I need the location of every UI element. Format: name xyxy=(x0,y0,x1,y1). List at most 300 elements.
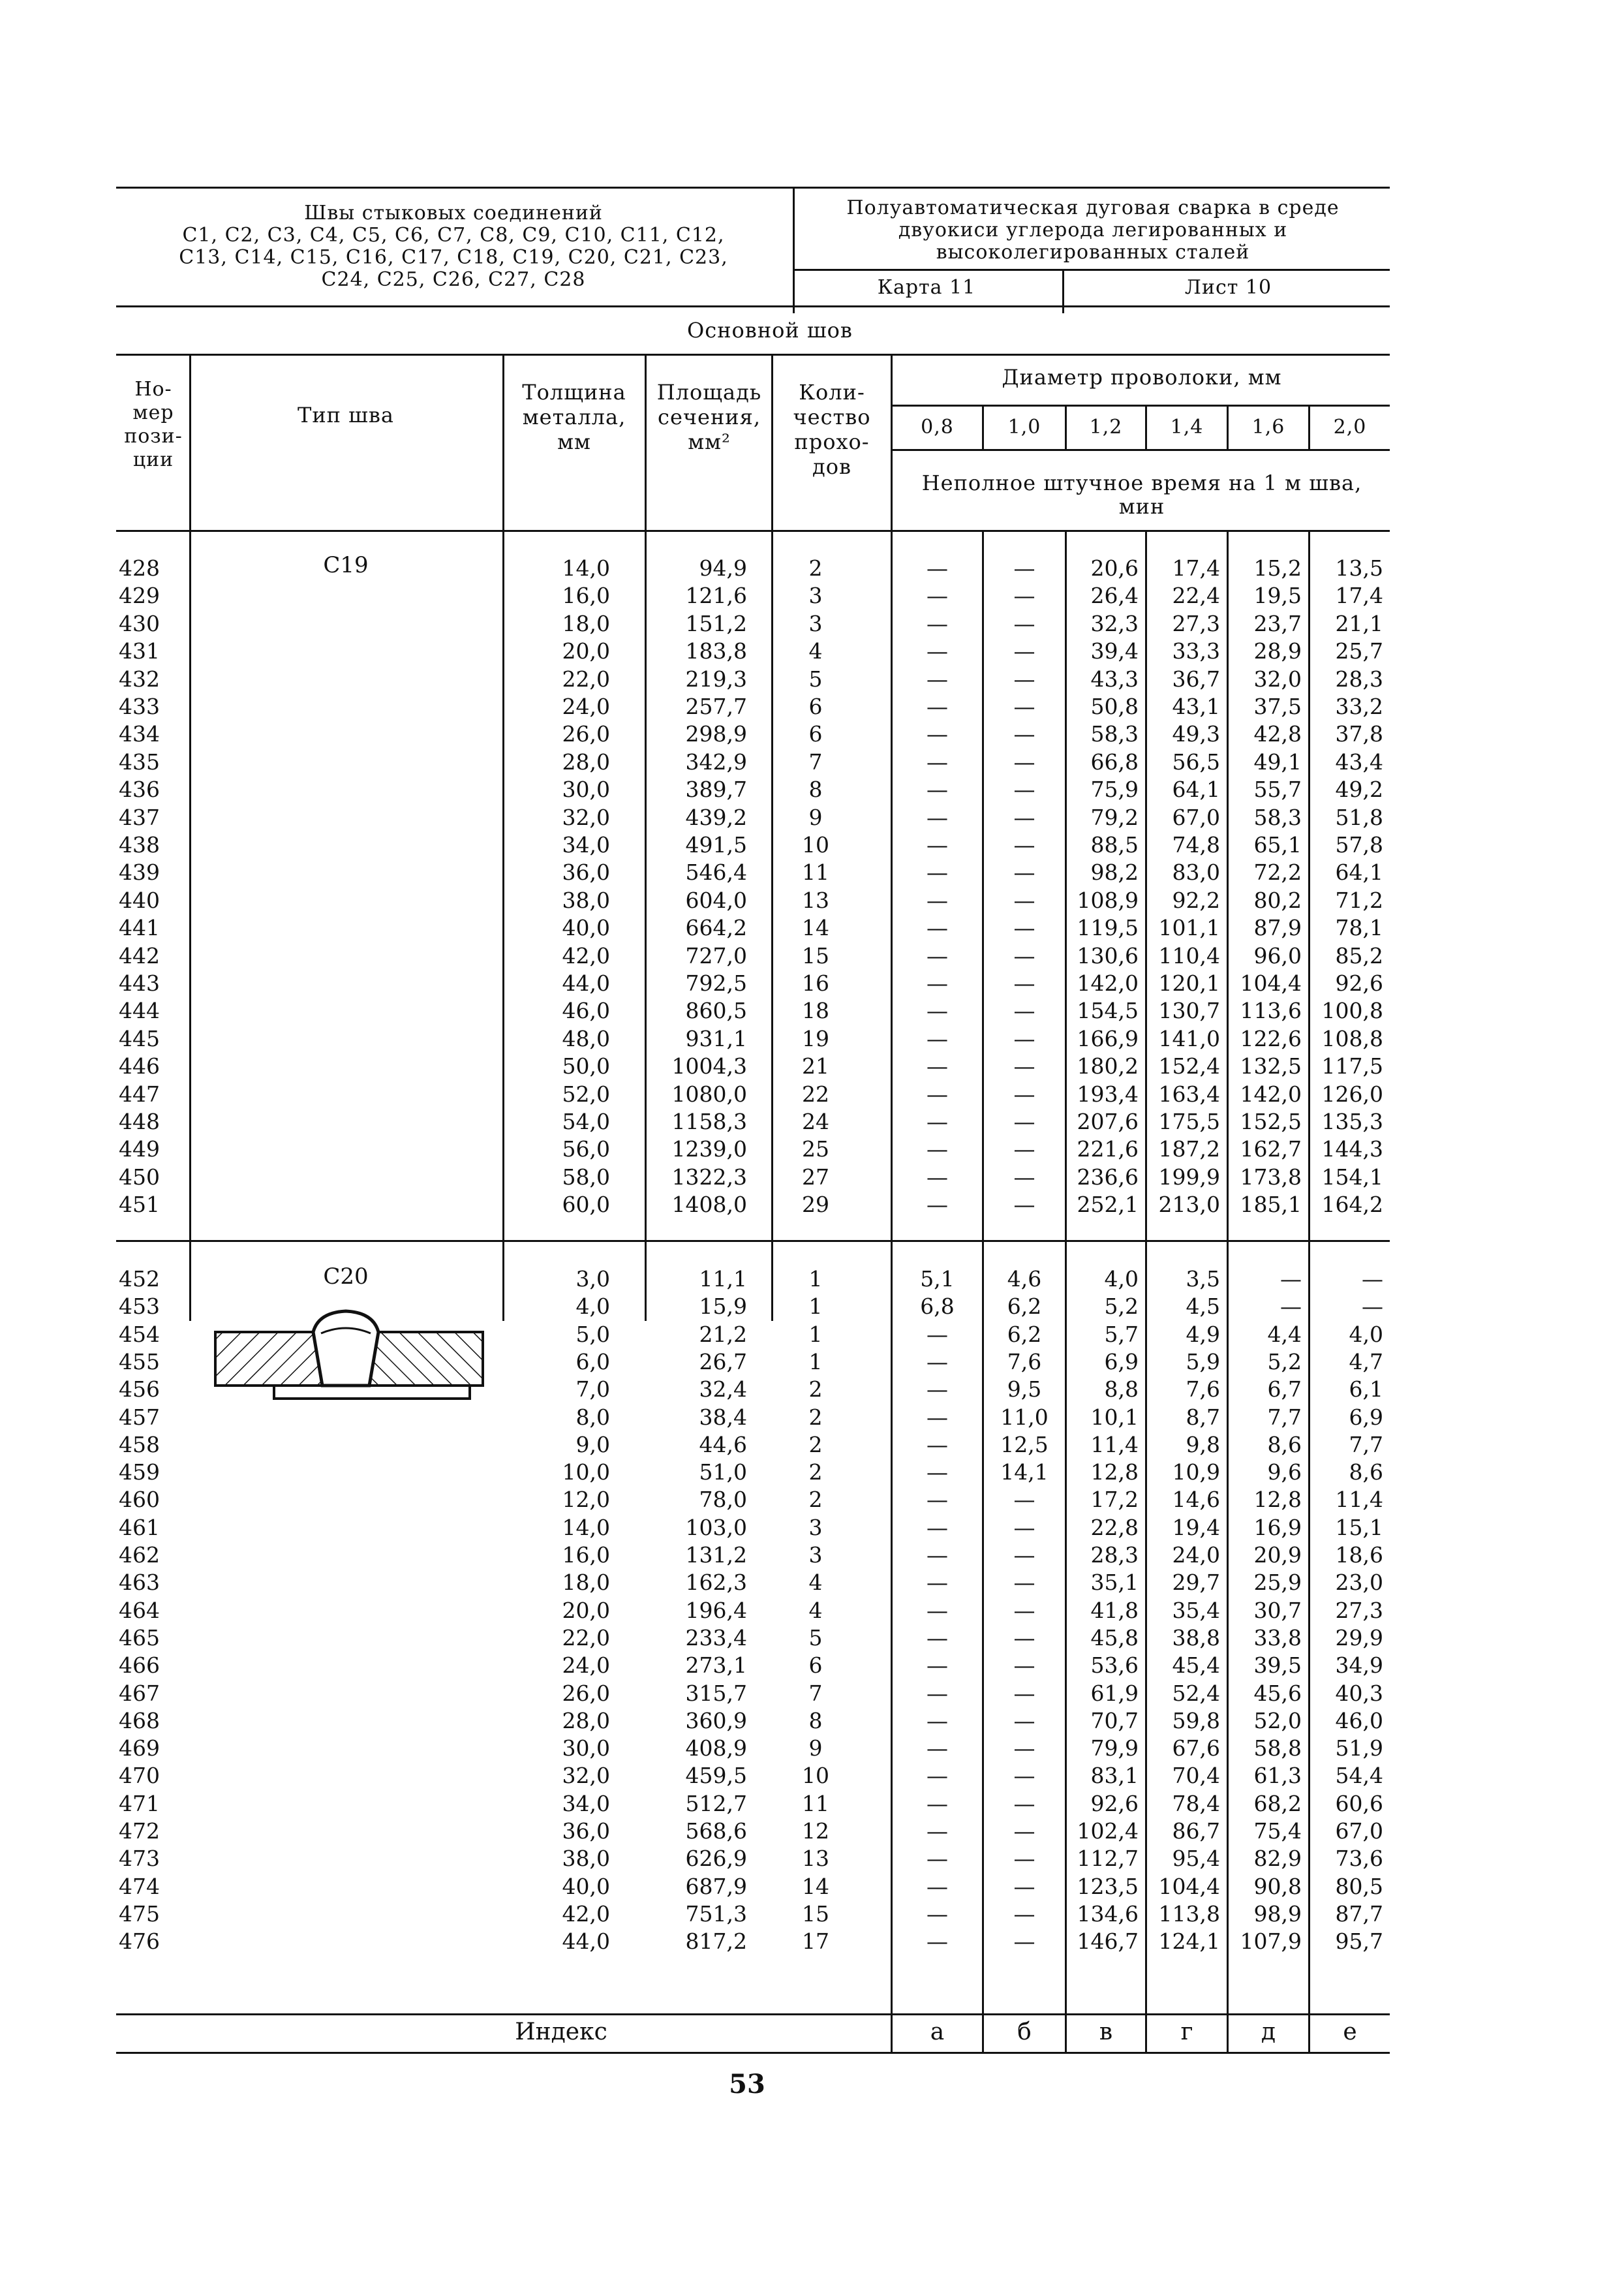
cell-d20: 27,3 xyxy=(1335,1597,1383,1623)
cell-area: 931,1 xyxy=(685,1025,747,1051)
cell-d10: 9,5 xyxy=(1007,1376,1042,1403)
cell-d20: 37,8 xyxy=(1335,721,1383,747)
index-a: а xyxy=(930,2019,945,2045)
cell-d10: — xyxy=(1013,583,1035,609)
cell-d10: 7,6 xyxy=(1007,1348,1042,1374)
cell-area: 44,6 xyxy=(699,1431,747,1457)
cell-thickness: 38,0 xyxy=(562,1846,610,1872)
cell-position: 459 xyxy=(119,1459,160,1485)
cell-d12: 4,0 xyxy=(1104,1266,1139,1292)
cell-d14: 14,6 xyxy=(1172,1487,1220,1513)
cell-d12: 207,6 xyxy=(1077,1109,1139,1134)
cell-d16: 96,0 xyxy=(1253,942,1302,969)
cell-d20: 80,5 xyxy=(1335,1873,1383,1899)
cell-d20: — xyxy=(1362,1294,1383,1320)
cell-position: 442 xyxy=(119,942,160,969)
cell-d08: — xyxy=(927,1053,948,1079)
cell-d08: — xyxy=(927,1680,948,1706)
cell-d16: 32,0 xyxy=(1253,666,1302,692)
cell-d08: — xyxy=(927,749,948,775)
cell-passes: 1 xyxy=(808,1294,823,1320)
cell-d16: 72,2 xyxy=(1253,860,1302,886)
cell-position: 454 xyxy=(119,1321,160,1347)
cell-d12: 123,5 xyxy=(1077,1873,1139,1899)
cell-d12: 180,2 xyxy=(1077,1053,1139,1079)
index-top-rule xyxy=(116,2013,1390,2015)
cell-d08: — xyxy=(927,970,948,996)
cell-passes: 10 xyxy=(802,832,829,858)
col-area-l3: мм² xyxy=(688,429,731,454)
cell-d20: 15,1 xyxy=(1335,1514,1383,1540)
cell-position: 460 xyxy=(119,1487,160,1513)
cell-passes: 11 xyxy=(802,1790,829,1816)
cell-area: 604,0 xyxy=(685,887,747,913)
cell-thickness: 20,0 xyxy=(562,638,610,664)
cell-d12: 108,9 xyxy=(1077,887,1139,913)
cell-d10: — xyxy=(1013,1136,1035,1162)
cell-d14: 5,9 xyxy=(1186,1348,1220,1374)
cell-position: 475 xyxy=(119,1900,160,1927)
cell-d14: 7,6 xyxy=(1186,1376,1220,1403)
cell-d16: 42,8 xyxy=(1253,721,1302,747)
cell-d12: 154,5 xyxy=(1077,998,1139,1024)
cell-d14: 67,0 xyxy=(1172,804,1220,830)
cell-thickness: 10,0 xyxy=(562,1459,610,1485)
cell-d14: 110,4 xyxy=(1158,942,1220,969)
header-left-line-1: Швы стыковых соединений xyxy=(304,202,603,225)
cell-d16: 33,8 xyxy=(1253,1624,1302,1651)
cell-passes: 2 xyxy=(808,1487,823,1513)
cell-thickness: 42,0 xyxy=(562,942,610,969)
cell-d16: 107,9 xyxy=(1240,1929,1302,1955)
cell-d14: 38,8 xyxy=(1172,1624,1220,1651)
cell-d08: — xyxy=(927,1109,948,1134)
cell-d20: 25,7 xyxy=(1335,638,1383,664)
cell-thickness: 14,0 xyxy=(562,555,610,581)
cell-d16: 28,9 xyxy=(1253,638,1302,664)
cell-d20: 51,9 xyxy=(1335,1735,1383,1761)
cell-d08: — xyxy=(927,1570,948,1596)
cell-d08: — xyxy=(927,1321,948,1347)
cell-d08: — xyxy=(927,666,948,692)
cell-d20: 95,7 xyxy=(1335,1929,1383,1955)
index-v: в xyxy=(1099,2019,1113,2045)
cell-thickness: 12,0 xyxy=(562,1487,610,1513)
cell-area: 151,2 xyxy=(685,610,747,636)
cell-d20: 8,6 xyxy=(1349,1459,1383,1485)
cell-area: 1408,0 xyxy=(671,1192,747,1218)
cell-d20: 23,0 xyxy=(1335,1570,1383,1596)
cell-d14: 113,8 xyxy=(1158,1900,1220,1927)
cell-d12: 10,1 xyxy=(1090,1404,1139,1430)
cell-passes: 27 xyxy=(802,1164,829,1190)
cell-d20: 43,4 xyxy=(1335,749,1383,775)
cell-passes: 1 xyxy=(808,1348,823,1374)
cell-d16: 45,6 xyxy=(1253,1680,1302,1706)
cell-area: 51,0 xyxy=(699,1459,747,1485)
cell-thickness: 16,0 xyxy=(562,583,610,609)
cell-d08: — xyxy=(927,555,948,581)
cell-thickness: 20,0 xyxy=(562,1597,610,1623)
cell-thickness: 9,0 xyxy=(575,1431,610,1457)
cell-d14: 59,8 xyxy=(1172,1707,1220,1733)
cell-d12: 35,1 xyxy=(1090,1570,1139,1596)
cell-d14: 49,3 xyxy=(1172,721,1220,747)
cell-d16: 113,6 xyxy=(1240,998,1302,1024)
cell-d12: 70,7 xyxy=(1090,1707,1139,1733)
cell-d16: 7,7 xyxy=(1267,1404,1302,1430)
cell-area: 162,3 xyxy=(685,1570,747,1596)
table-header-bottom-rule xyxy=(116,530,1390,532)
cell-d12: 43,3 xyxy=(1090,666,1139,692)
cell-passes: 8 xyxy=(808,777,823,803)
cell-position: 447 xyxy=(119,1081,160,1107)
cell-area: 94,9 xyxy=(699,555,747,581)
cell-position: 469 xyxy=(119,1735,160,1761)
cell-d16: 52,0 xyxy=(1253,1707,1302,1733)
cell-d20: 4,0 xyxy=(1349,1321,1383,1347)
cell-thickness: 52,0 xyxy=(562,1081,610,1107)
cell-d12: 134,6 xyxy=(1077,1900,1139,1927)
cell-passes: 14 xyxy=(802,915,829,941)
cell-d10: — xyxy=(1013,1597,1035,1623)
cell-passes: 14 xyxy=(802,1873,829,1899)
cell-area: 512,7 xyxy=(685,1790,747,1816)
cell-position: 467 xyxy=(119,1680,160,1706)
cell-passes: 15 xyxy=(802,942,829,969)
cell-d08: — xyxy=(927,942,948,969)
cell-d20: 78,1 xyxy=(1335,915,1383,941)
cell-d20: 100,8 xyxy=(1321,998,1383,1024)
cell-d08: — xyxy=(927,1597,948,1623)
cell-passes: 1 xyxy=(808,1266,823,1292)
cell-d20: 87,7 xyxy=(1335,1900,1383,1927)
cell-position: 453 xyxy=(119,1294,160,1320)
cell-thickness: 24,0 xyxy=(562,694,610,719)
cell-d14: 19,4 xyxy=(1172,1514,1220,1540)
cell-d14: 45,4 xyxy=(1172,1652,1220,1679)
cell-position: 440 xyxy=(119,887,160,913)
cell-d08: — xyxy=(927,777,948,803)
cell-d16: 152,5 xyxy=(1240,1109,1302,1134)
cell-d10: — xyxy=(1013,1081,1035,1107)
cell-passes: 24 xyxy=(802,1109,829,1134)
cell-d14: 10,9 xyxy=(1172,1459,1220,1485)
cell-d14: 74,8 xyxy=(1172,832,1220,858)
cell-area: 439,2 xyxy=(685,804,747,830)
cell-thickness: 50,0 xyxy=(562,1053,610,1079)
cell-d16: 75,4 xyxy=(1253,1818,1302,1844)
cell-passes: 6 xyxy=(808,694,823,719)
cell-d12: 221,6 xyxy=(1077,1136,1139,1162)
cell-d20: 54,4 xyxy=(1335,1763,1383,1789)
cell-area: 491,5 xyxy=(685,832,747,858)
cell-d14: 56,5 xyxy=(1172,749,1220,775)
cell-d10: — xyxy=(1013,1570,1035,1596)
cell-d12: 5,7 xyxy=(1104,1321,1139,1347)
cell-passes: 4 xyxy=(808,638,823,664)
cell-d16: 12,8 xyxy=(1253,1487,1302,1513)
page-number: 53 xyxy=(729,2069,765,2100)
cell-area: 298,9 xyxy=(685,721,747,747)
col-passes-l2: чество xyxy=(793,405,871,429)
cell-thickness: 54,0 xyxy=(562,1109,610,1134)
cell-thickness: 32,0 xyxy=(562,804,610,830)
cell-d14: 36,7 xyxy=(1172,666,1220,692)
cell-d12: 112,7 xyxy=(1077,1846,1139,1872)
cell-d10: — xyxy=(1013,1846,1035,1872)
cell-passes: 7 xyxy=(808,1680,823,1706)
cell-position: 443 xyxy=(119,970,160,996)
col-d4: 1,4 xyxy=(1170,416,1204,439)
cell-thickness: 18,0 xyxy=(562,610,610,636)
col-d6: 2,0 xyxy=(1333,416,1367,439)
cell-thickness: 58,0 xyxy=(562,1164,610,1190)
cell-d14: 213,0 xyxy=(1158,1192,1220,1218)
cell-d20: 40,3 xyxy=(1335,1680,1383,1706)
cell-passes: 2 xyxy=(808,555,823,581)
cell-position: 462 xyxy=(119,1542,160,1568)
cell-position: 470 xyxy=(119,1763,160,1789)
cell-d20: 4,7 xyxy=(1349,1348,1383,1374)
diameter-values-rule xyxy=(891,449,1390,451)
header-right-line-1: Полуавтоматическая дуговая сварка в среде xyxy=(846,196,1340,219)
cell-d12: 5,2 xyxy=(1104,1294,1139,1320)
cell-area: 860,5 xyxy=(685,998,747,1024)
cell-d14: 187,2 xyxy=(1158,1136,1220,1162)
group2-seam-type: C20 xyxy=(323,1263,369,1290)
cell-d08: — xyxy=(927,1707,948,1733)
cell-d14: 9,8 xyxy=(1186,1431,1220,1457)
cell-d20: 18,6 xyxy=(1335,1542,1383,1568)
cell-thickness: 30,0 xyxy=(562,777,610,803)
cell-d12: 61,9 xyxy=(1090,1680,1139,1706)
cell-d14: 199,9 xyxy=(1158,1164,1220,1190)
cell-d20: 144,3 xyxy=(1321,1136,1383,1162)
cell-d20: 73,6 xyxy=(1335,1846,1383,1872)
cell-area: 389,7 xyxy=(685,777,747,803)
cell-d08: — xyxy=(927,915,948,941)
cell-position: 430 xyxy=(119,610,160,636)
cell-d16: 4,4 xyxy=(1267,1321,1302,1347)
cell-position: 455 xyxy=(119,1348,160,1374)
cell-d10: — xyxy=(1013,777,1035,803)
cell-d08: — xyxy=(927,1542,948,1568)
cell-d12: 142,0 xyxy=(1077,970,1139,996)
cell-d12: 50,8 xyxy=(1090,694,1139,719)
cell-area: 342,9 xyxy=(685,749,747,775)
cell-d08: — xyxy=(927,721,948,747)
cell-d10: — xyxy=(1013,1929,1035,1955)
cell-position: 438 xyxy=(119,832,160,858)
cell-position: 466 xyxy=(119,1652,160,1679)
cell-d10: 12,5 xyxy=(1000,1431,1049,1457)
col-passes-l1: Коли- xyxy=(799,380,865,405)
cell-d08: — xyxy=(927,1192,948,1218)
cell-thickness: 26,0 xyxy=(562,721,610,747)
cell-passes: 18 xyxy=(802,998,829,1024)
cell-passes: 2 xyxy=(808,1376,823,1403)
cell-thickness: 22,0 xyxy=(562,1624,610,1651)
cell-position: 446 xyxy=(119,1053,160,1079)
cell-thickness: 44,0 xyxy=(562,1929,610,1955)
cell-d14: 92,2 xyxy=(1172,887,1220,913)
cell-d14: 152,4 xyxy=(1158,1053,1220,1079)
cell-d10: — xyxy=(1013,1487,1035,1513)
cell-thickness: 36,0 xyxy=(562,860,610,886)
cell-thickness: 30,0 xyxy=(562,1735,610,1761)
cell-thickness: 56,0 xyxy=(562,1136,610,1162)
cell-passes: 5 xyxy=(808,666,823,692)
cell-d20: 29,9 xyxy=(1335,1624,1383,1651)
cell-thickness: 38,0 xyxy=(562,887,610,913)
cell-passes: 3 xyxy=(808,610,823,636)
cell-thickness: 16,0 xyxy=(562,1542,610,1568)
cell-area: 1080,0 xyxy=(671,1081,747,1107)
cell-d08: — xyxy=(927,1763,948,1789)
cell-passes: 11 xyxy=(802,860,829,886)
cell-d10: — xyxy=(1013,1763,1035,1789)
cell-d10: — xyxy=(1013,998,1035,1024)
col-d3: 1,2 xyxy=(1089,416,1123,439)
cell-d20: 64,1 xyxy=(1335,860,1383,886)
cell-d14: 78,4 xyxy=(1172,1790,1220,1816)
cell-d10: — xyxy=(1013,1192,1035,1218)
cell-passes: 21 xyxy=(802,1053,829,1079)
cell-d14: 64,1 xyxy=(1172,777,1220,803)
cell-d14: 175,5 xyxy=(1158,1109,1220,1134)
cell-area: 11,1 xyxy=(699,1266,747,1292)
cell-d20: 126,0 xyxy=(1321,1081,1383,1107)
cell-d12: 75,9 xyxy=(1090,777,1139,803)
cell-d12: 58,3 xyxy=(1090,721,1139,747)
cell-d12: 66,8 xyxy=(1090,749,1139,775)
cell-position: 457 xyxy=(119,1404,160,1430)
cell-d16: 104,4 xyxy=(1240,970,1302,996)
cell-d10: — xyxy=(1013,1514,1035,1540)
cell-area: 219,3 xyxy=(685,666,747,692)
cell-position: 439 xyxy=(119,860,160,886)
cell-d16: 5,2 xyxy=(1267,1348,1302,1374)
sheet-number: Лист 10 xyxy=(1184,276,1272,299)
header-left-line-3: C13, C14, C15, C16, C17, C18, C19, C20, C21, C23, xyxy=(179,246,728,269)
header-top-rule xyxy=(116,187,1390,189)
cell-d12: 45,8 xyxy=(1090,1624,1139,1651)
header-left-line-2: C1, C2, C3, C4, C5, C6, C7, C8, C9, C10, C11, C12, xyxy=(182,224,725,247)
cell-d20: 17,4 xyxy=(1335,583,1383,609)
cell-thickness: 24,0 xyxy=(562,1652,610,1679)
cell-d16: 16,9 xyxy=(1253,1514,1302,1540)
cell-d08: — xyxy=(927,1025,948,1051)
cell-passes: 12 xyxy=(802,1818,829,1844)
cell-d10: 4,6 xyxy=(1007,1266,1042,1292)
cell-position: 445 xyxy=(119,1025,160,1051)
cell-area: 183,8 xyxy=(685,638,747,664)
header-bottom-rule xyxy=(116,305,1390,307)
cell-d16: 6,7 xyxy=(1267,1376,1302,1403)
cell-d20: 33,2 xyxy=(1335,694,1383,719)
cell-d16: 30,7 xyxy=(1253,1597,1302,1623)
cell-d10: 14,1 xyxy=(1000,1459,1049,1485)
cell-d14: 29,7 xyxy=(1172,1570,1220,1596)
cell-thickness: 18,0 xyxy=(562,1570,610,1596)
cell-d14: 83,0 xyxy=(1172,860,1220,886)
cell-d12: 102,4 xyxy=(1077,1818,1139,1844)
cell-d08: — xyxy=(927,1348,948,1374)
cell-passes: 3 xyxy=(808,1542,823,1568)
cell-position: 428 xyxy=(119,555,160,581)
cell-d12: 92,6 xyxy=(1090,1790,1139,1816)
cell-d16: 132,5 xyxy=(1240,1053,1302,1079)
cell-d20: 34,9 xyxy=(1335,1652,1383,1679)
cell-d10: — xyxy=(1013,942,1035,969)
cell-area: 626,9 xyxy=(685,1846,747,1872)
cell-d14: 141,0 xyxy=(1158,1025,1220,1051)
cell-d12: 39,4 xyxy=(1090,638,1139,664)
cell-position: 429 xyxy=(119,583,160,609)
cell-d14: 70,4 xyxy=(1172,1763,1220,1789)
cell-d20: 51,8 xyxy=(1335,804,1383,830)
cell-area: 196,4 xyxy=(685,1597,747,1623)
cell-area: 38,4 xyxy=(699,1404,747,1430)
cell-d10: — xyxy=(1013,1818,1035,1844)
cell-d12: 53,6 xyxy=(1090,1652,1139,1679)
cell-area: 817,2 xyxy=(685,1929,747,1955)
cell-d12: 41,8 xyxy=(1090,1597,1139,1623)
cell-position: 436 xyxy=(119,777,160,803)
cell-d08: — xyxy=(927,860,948,886)
cell-d14: 8,7 xyxy=(1186,1404,1220,1430)
cell-area: 21,2 xyxy=(699,1321,747,1347)
col-seam-type: Тип шва xyxy=(297,403,394,427)
cell-d08: — xyxy=(927,1514,948,1540)
cell-area: 233,4 xyxy=(685,1624,747,1651)
cell-d16: 55,7 xyxy=(1253,777,1302,803)
cell-passes: 17 xyxy=(802,1929,829,1955)
col-time-l2: мин xyxy=(1118,494,1165,519)
cell-d10: — xyxy=(1013,694,1035,719)
cell-d16: 142,0 xyxy=(1240,1081,1302,1107)
cell-d14: 52,4 xyxy=(1172,1680,1220,1706)
cell-passes: 2 xyxy=(808,1404,823,1430)
cell-passes: 10 xyxy=(802,1763,829,1789)
cell-thickness: 40,0 xyxy=(562,915,610,941)
cell-d14: 120,1 xyxy=(1158,970,1220,996)
col-d1: 0,8 xyxy=(921,416,954,439)
cell-area: 546,4 xyxy=(685,860,747,886)
group-separator xyxy=(116,1240,1390,1242)
cell-position: 465 xyxy=(119,1624,160,1651)
cell-d16: 185,1 xyxy=(1240,1192,1302,1218)
cell-thickness: 26,0 xyxy=(562,1680,610,1706)
cell-passes: 29 xyxy=(802,1192,829,1218)
cell-thickness: 48,0 xyxy=(562,1025,610,1051)
cell-area: 360,9 xyxy=(685,1707,747,1733)
cell-thickness: 34,0 xyxy=(562,832,610,858)
cell-d14: 17,4 xyxy=(1172,555,1220,581)
cell-d12: 130,6 xyxy=(1077,942,1139,969)
cell-passes: 1 xyxy=(808,1321,823,1347)
cell-d20: 164,2 xyxy=(1321,1192,1383,1218)
cell-d10: 11,0 xyxy=(1000,1404,1049,1430)
cell-position: 452 xyxy=(119,1266,160,1292)
cell-area: 257,7 xyxy=(685,694,747,719)
cell-passes: 6 xyxy=(808,721,823,747)
cell-d10: — xyxy=(1013,1873,1035,1899)
cell-d12: 236,6 xyxy=(1077,1164,1139,1190)
cell-d08: — xyxy=(927,832,948,858)
cell-d16: 8,6 xyxy=(1267,1431,1302,1457)
